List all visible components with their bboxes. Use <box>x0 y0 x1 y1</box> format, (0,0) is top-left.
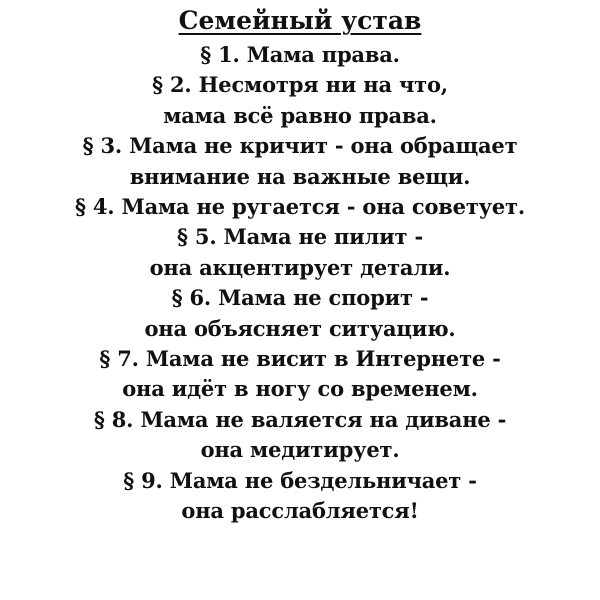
text-line: § 3. Мама не кричит - она обращает <box>82 133 518 159</box>
text-line: § 8. Мама не валяется на диване - <box>93 406 507 432</box>
text-line: она медитирует. <box>200 437 400 463</box>
text-line: § 9. Мама не бездельничает - <box>123 467 477 493</box>
text-line: § 5. Мама не пилит - <box>177 224 423 250</box>
text-line: § 7. Мама не висит в Интернете - <box>99 346 501 372</box>
text-line: она расслабляется! <box>181 498 419 524</box>
text-line: § 6. Мама не спорит - <box>171 285 429 311</box>
text-line: мама всё равно права. <box>163 102 437 128</box>
text-line: § 4. Мама не ругается - она советует. <box>75 194 525 220</box>
text-line: она объясняет ситуацию. <box>144 315 456 341</box>
text-line: она акцентирует детали. <box>149 254 451 280</box>
document-title: Семейный устав <box>178 6 422 35</box>
text-line: § 2. Несмотря ни на что, <box>152 72 448 98</box>
text-line: она идёт в ногу со временем. <box>122 376 478 402</box>
text-line: § 1. Мама права. <box>200 42 400 67</box>
text-line: внимание на важные вещи. <box>129 163 471 189</box>
